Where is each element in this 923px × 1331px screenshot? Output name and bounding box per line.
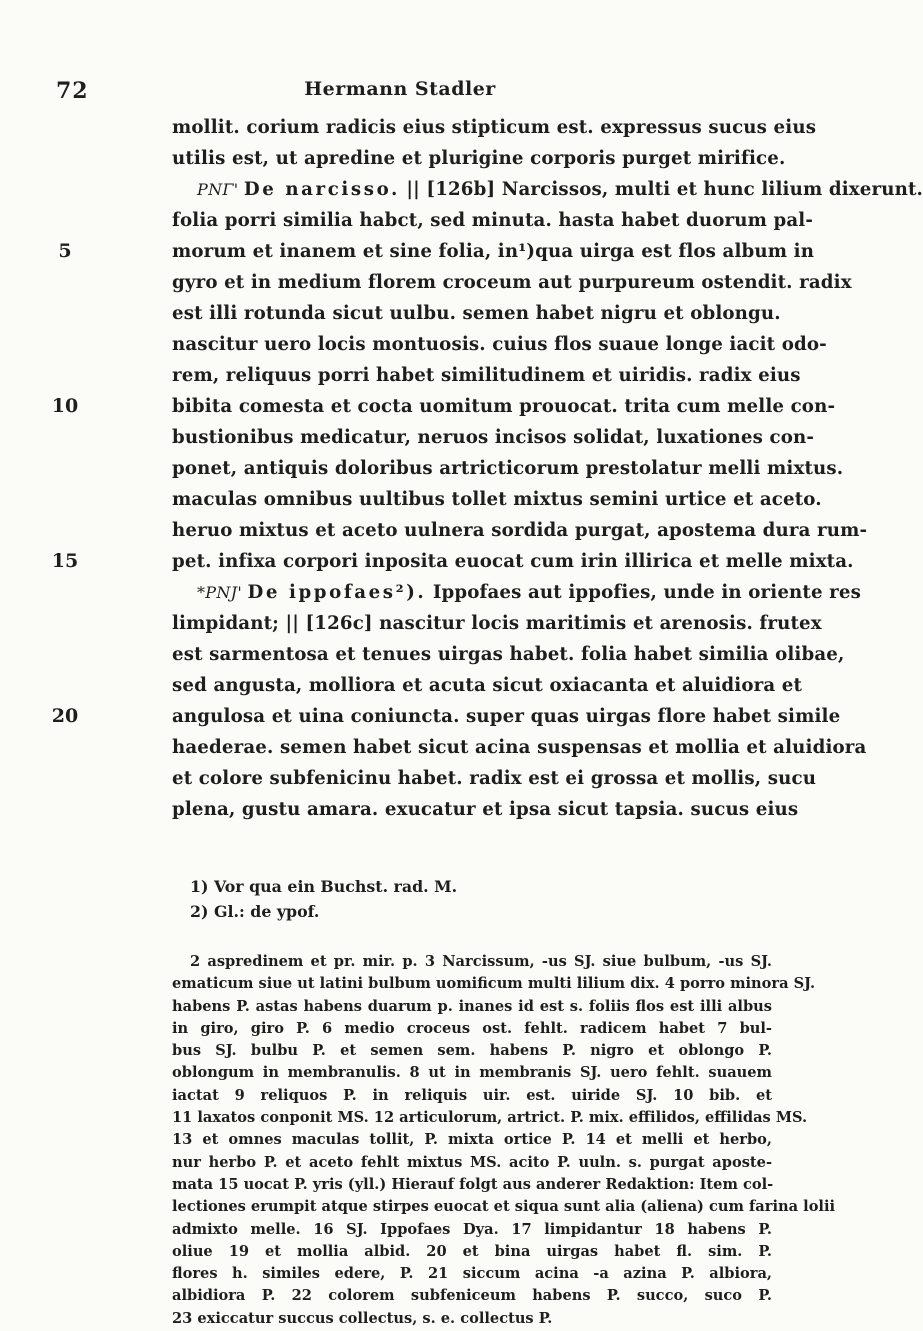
manuscript-siglum: *PNJ' — [197, 583, 248, 602]
text-line — [0, 794, 800, 825]
line-number: 20 — [51, 705, 79, 727]
apparatus-line: bus SJ. bulbu P. et semen sem. habens P. nigro et oblongo P. — [172, 1042, 772, 1060]
text-line — [0, 329, 827, 360]
critical-apparatus — [172, 952, 836, 1331]
text-line — [0, 577, 862, 608]
text-line — [0, 701, 841, 732]
text-line — [0, 143, 800, 174]
text-line — [0, 515, 868, 546]
apparatus-line: 11 laxatos conponit MS. 12 articulorum, artrict. P. mix. effilidos, effilidas MS. — [172, 1109, 808, 1127]
line-text: *PNJ' De ippofaes²). Ippofaes aut ippofies, unde in oriente res — [197, 582, 862, 603]
line-text: ponet, antiquis doloribus artricticorum prestolatur melli mixtus. — [172, 458, 844, 479]
line-text: est illi rotunda sicut uulbu. semen habet nigru et oblongu. — [172, 303, 781, 324]
text-line — [0, 298, 800, 329]
apparatus-line: flores h. similes edere, P. 21 siccum acina -a azina P. albiora, — [172, 1265, 772, 1283]
apparatus-line: nur herbo P. et aceto fehlt mixtus MS. acito P. uuln. s. purgat aposte- — [172, 1153, 772, 1171]
running-head — [0, 78, 800, 108]
apparatus-line: 23 exiccatur succus collectus, s. e. collectus P. — [172, 1309, 553, 1327]
apparatus-line: lectiones erumpit atque stirpes euocat et siqua sunt alia (aliena) cum farina lolii — [172, 1198, 836, 1216]
text-line — [0, 763, 817, 794]
line-text: haederae. semen habet sicut acina suspensas et mollia et aluidiora — [172, 737, 867, 758]
line-text: utilis est, ut apredine et plurigine corporis purget mirifice. — [172, 148, 786, 169]
entry-heading: De ippofaes²). — [247, 582, 427, 603]
footnote: 1) Vor qua ein Buchst. rad. M. — [190, 877, 458, 896]
line-text: et colore subfenicinu habet. radix est ei grossa et mollis, sucu — [172, 768, 817, 789]
footnote: 2) Gl.: de ypof. — [190, 902, 320, 921]
apparatus-line: oblongum in membranulis. 8 ut in membranis SJ. uero fehlt. suauem — [172, 1064, 772, 1082]
line-text: sed angusta, molliora et acuta sicut oxiacanta et aluidiora et — [172, 675, 803, 696]
line-text: gyro et in medium florem croceum aut purpureum ostendit. radix — [172, 272, 852, 293]
text-line — [0, 484, 822, 515]
apparatus-line: mata 15 uocat P. yris (yll.) Hierauf folgt aus anderer Redaktion: Item col- — [172, 1175, 774, 1193]
text-line — [0, 639, 845, 670]
line-text: bibita comesta et cocta uomitum prouocat. trita cum melle con- — [172, 396, 836, 417]
apparatus-line: in giro, giro P. 6 medio croceus ost. fehlt. radicem habet 7 bul- — [172, 1019, 772, 1037]
manuscript-siglum: PNΓ' — [197, 180, 244, 199]
text-line — [0, 453, 844, 484]
line-text: nascitur uero locis montuosis. cuius flos suaue longe iacit odo- — [172, 334, 827, 355]
line-text: est sarmentosa et tenues uirgas habet. folia habet similia olibae, — [172, 644, 845, 665]
text-line — [0, 391, 836, 422]
text-line — [0, 670, 803, 701]
text-line — [0, 360, 800, 391]
apparatus-line: albidiora P. 22 colorem subfeniceum habens P. succo, suco P. — [172, 1287, 772, 1305]
apparatus-line: oliue 19 et mollia albid. 20 et bina uirgas habet fl. sim. P. — [172, 1242, 772, 1260]
entry-heading: De narcisso. — [243, 179, 400, 200]
text-line — [0, 236, 815, 267]
line-text: morum et inanem et sine folia, in¹)qua uirga est flos album in — [172, 241, 815, 262]
line-text: angulosa et uina coniuncta. super quas uirgas flore habet simile — [172, 706, 841, 727]
line-text: PNΓ' De narcisso. || [126b] Narcissos, multi et hunc lilium dixerunt. — [197, 179, 923, 200]
running-title: Hermann Stadler — [304, 78, 496, 100]
footnotes — [190, 877, 770, 927]
text-line — [0, 608, 822, 639]
line-text: heruo mixtus et aceto uulnera sordida purgat, apostema dura rum- — [172, 520, 868, 541]
apparatus-line: 13 et omnes maculas tollit, P. mixta ortice P. 14 et melli et herbo, — [172, 1131, 772, 1149]
text-line — [0, 174, 923, 205]
line-text: limpidant; || [126c] nascitur locis maritimis et arenosis. frutex — [172, 613, 822, 634]
line-number: 15 — [51, 550, 79, 572]
line-number: 10 — [51, 395, 79, 417]
text-line — [0, 267, 852, 298]
line-text: rem, reliquus porri habet similitudinem et uiridis. radix eius — [172, 365, 801, 386]
line-text: pet. infixa corpori inposita euocat cum irin illirica et melle mixta. — [172, 551, 854, 572]
text-line — [0, 112, 817, 143]
text-line — [0, 546, 854, 577]
apparatus-line: habens P. astas habens duarum p. inanes id est s. foliis flos est illi albus — [172, 997, 772, 1015]
text-line — [0, 205, 814, 236]
main-text — [0, 112, 923, 825]
apparatus-line: iactat 9 reliquos P. in reliquis uir. est. uiride SJ. 10 bib. et — [172, 1086, 772, 1104]
text-line — [0, 732, 867, 763]
line-text: maculas omnibus uultibus tollet mixtus semini urtice et aceto. — [172, 489, 822, 510]
line-text: mollit. corium radicis eius stipticum est. expressus sucus eius — [172, 117, 817, 138]
apparatus-line: 2 aspredinem et pr. mir. p. 3 Narcissum, -us SJ. siue bulbum, -us SJ. — [190, 953, 772, 970]
apparatus-line: ematicum siue ut latini bulbum uomificum multi lilium dix. 4 porro minora SJ. — [172, 975, 816, 993]
page-number: 72 — [56, 78, 89, 104]
text-line — [0, 422, 815, 453]
apparatus-line: admixto melle. 16 SJ. Ippofaes Dya. 17 limpidantur 18 habens P. — [172, 1220, 772, 1238]
line-text: plena, gustu amara. exucatur et ipsa sicut tapsia. sucus eius — [172, 799, 799, 820]
line-text: bustionibus medicatur, neruos incisos solidat, luxationes con- — [172, 427, 815, 448]
line-number: 5 — [58, 240, 72, 262]
line-text: folia porri similia habct, sed minuta. hasta habet duorum pal- — [172, 210, 814, 231]
